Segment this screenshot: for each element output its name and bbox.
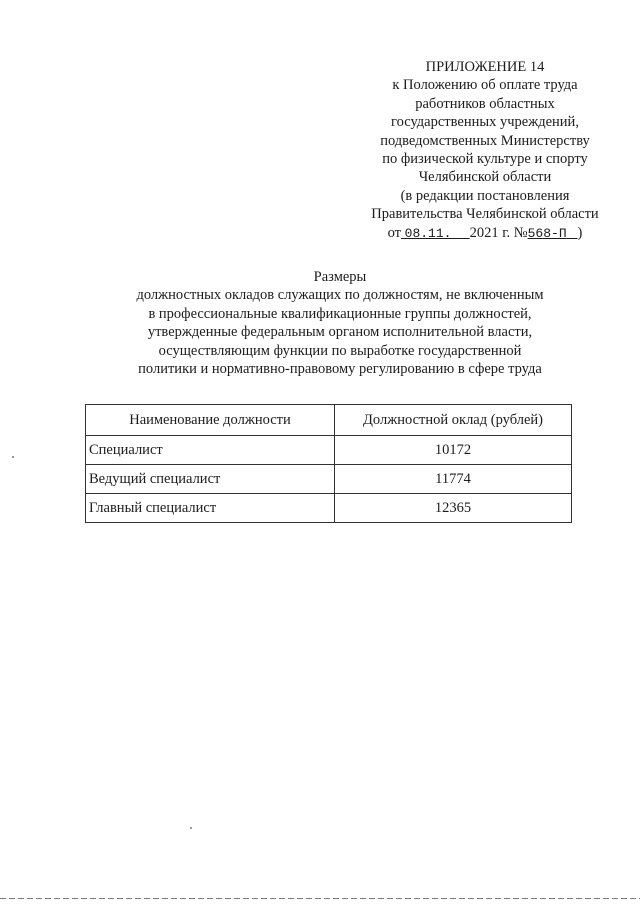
scan-speck: [190, 827, 192, 829]
appendix-line: к Положению об оплате труда: [392, 77, 578, 94]
scan-speck: [12, 456, 14, 458]
position-cell: Ведущий специалист: [86, 465, 335, 494]
appendix-title: ПРИЛОЖЕНИЕ 14: [425, 59, 545, 75]
table-row: [86, 436, 572, 465]
position-cell: Главный специалист: [86, 494, 335, 523]
number-fill: [528, 225, 578, 241]
table-header-row: [86, 405, 572, 436]
salary-table: [85, 404, 572, 523]
appendix-line: работников областных: [415, 95, 555, 112]
scan-bottom-edge: [0, 898, 640, 899]
salary-cell: 12365: [335, 494, 572, 523]
appendix-block: [340, 58, 630, 243]
appendix-line: Челябинской области: [418, 169, 552, 186]
appendix-line: Правительства Челябинской области: [371, 206, 599, 223]
salary-cell: 11774: [335, 465, 572, 494]
date-fill: [401, 225, 470, 241]
resolution-number: 568-П: [527, 225, 567, 241]
appendix-line: подведомственных Министерству: [380, 132, 590, 149]
resolution-date: 08.11.: [404, 225, 452, 241]
salary-cell: 10172: [335, 436, 572, 465]
heading-line: должностных окладов служащих по должностям, не включенным: [136, 287, 544, 304]
column-header-salary: Должностной оклад (рублей): [335, 405, 572, 436]
heading-line: политики и нормативно-правовому регулированию в сфере труда: [138, 361, 542, 378]
resolution-year: 2021 г. №: [469, 224, 528, 241]
table-row: [86, 494, 572, 523]
heading-line: осуществляющим функции по выработке государственной: [158, 342, 522, 359]
position-cell: Специалист: [86, 436, 335, 465]
heading-line: утвержденные федеральным органом исполнительной власти,: [147, 324, 533, 341]
resolution-date-line: [340, 224, 630, 243]
date-prefix: от: [387, 224, 402, 241]
appendix-line: (в редакции постановления: [400, 187, 570, 204]
close-paren: ): [577, 224, 583, 241]
table-row: [86, 465, 572, 494]
appendix-line: по физической культуре и спорту: [382, 151, 588, 168]
heading-line: в профессиональные квалификационные группы должностей,: [148, 305, 532, 322]
column-header-position: Наименование должности: [86, 405, 335, 436]
appendix-line: государственных учреждений,: [391, 114, 579, 131]
heading-title: Размеры: [313, 269, 367, 285]
document-heading: [80, 268, 600, 378]
